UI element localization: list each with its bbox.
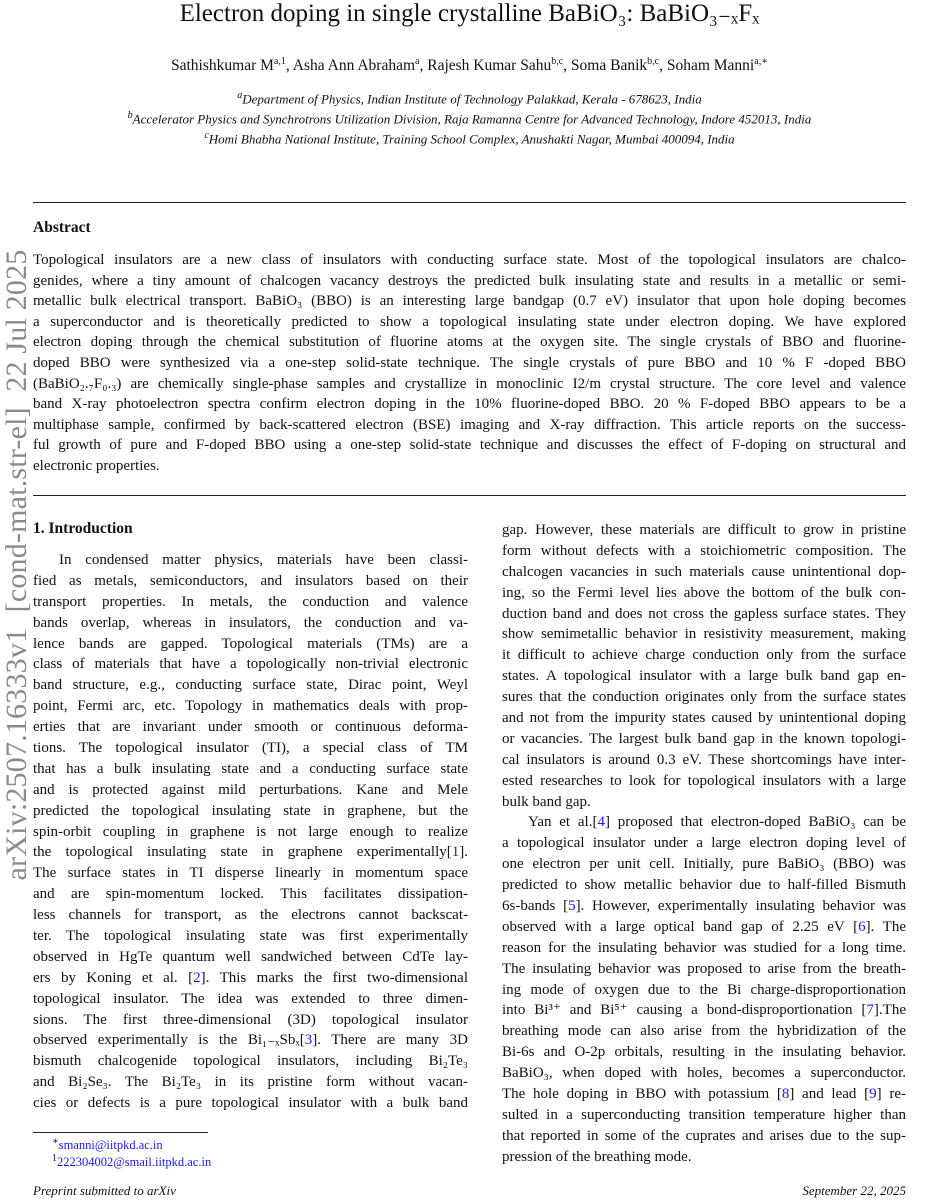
- author-affiliation-mark: a: [415, 56, 420, 67]
- text-line: one electron per unit cell. Initially, pure BaBiO₃ (BBO) was: [502, 856, 906, 873]
- text-line: observed with a large optical band gap of 2.25 eV [6]. The: [502, 918, 906, 935]
- text-line: the topological insulating state in graphene experimentally[1].: [33, 844, 468, 861]
- text-line: and is protected against mild perturbations. Kane and Mele: [33, 781, 468, 798]
- text-line: cies or defects is a pure topological insulator with a bulk band: [33, 1095, 468, 1112]
- author-name: Rajesh Kumar Sahu: [427, 57, 552, 75]
- text-line: show semimetallic behavior in resistivity measurement, making: [502, 626, 906, 643]
- text-line: The hole doping in BBO with potassium [8] and lead [9] re-: [502, 1086, 906, 1103]
- text-line: Bi-6s and O-2p orbitals, resulting in the insulating behavior.: [502, 1044, 906, 1061]
- text-line: ter. The topological insulating state was first experimentally: [33, 928, 468, 945]
- text-line: pression of the breathing mode.: [502, 1148, 692, 1165]
- text-line: ers by Koning et al. [2]. This marks the first two-dimensional: [33, 969, 468, 986]
- author-name: Asha Ann Abraham: [292, 57, 416, 75]
- citation-link[interactable]: 5: [568, 898, 576, 915]
- text-line: predicted to show metallic behavior due to half-filled Bismuth: [502, 877, 906, 894]
- text-line: breathing mode can also arise from the hybridization of the: [502, 1023, 906, 1040]
- text-line: sulted in a superconducting transition temperature higher than: [502, 1106, 906, 1123]
- abstract-body: [33, 250, 906, 477]
- left-column-text: [33, 550, 468, 1114]
- footnote-email-link[interactable]: 222304002@smail.iitpkd.ac.in: [57, 1155, 212, 1170]
- text-line: form without defects with a stoichiometric composition. The: [502, 542, 906, 559]
- text-line: ing mode of oxygen due to the Bi charge-disproportionation: [502, 981, 906, 998]
- footnote-mark: 1: [52, 1153, 57, 1164]
- text-line: class of materials that have a topologically non-trivial electronic: [33, 656, 468, 673]
- text-line: ested researches to look for topological insulators with a large: [502, 772, 906, 789]
- text-line: multiphase sample, confirmed by back-scattered electron (BSE) imaging and X-ray diffraction. This article reports on the success-: [33, 416, 906, 433]
- text-line: lence bands are gapped. Topological materials (TMs) are a: [33, 635, 468, 652]
- text-line: it difficult to achieve charge conduction only from the surface: [502, 647, 906, 664]
- text-line: that has a bulk insulating state and a conducting surface state: [33, 760, 468, 777]
- affiliation: [0, 88, 939, 108]
- text-line: reason for the insulating behavior was studied for a long time.: [502, 939, 906, 956]
- text-line: and not from the impurity states caused by unintentional doping: [502, 710, 906, 727]
- text-line: In condensed matter physics, materials have been classi-: [59, 552, 468, 568]
- text-line: Yan et al.[4] proposed that electron-doped BaBiO₃ can be: [528, 814, 906, 831]
- text-line: sures that the conduction originates only from the surface states: [502, 689, 906, 706]
- text-line: topological insulator. The idea was extended to three dimen-: [33, 990, 468, 1007]
- text-line: into Bi³⁺ and Bi⁵⁺ causing a bond-disproportionation [7].The: [502, 1002, 906, 1019]
- text-line: doped BBO were synthesized via a one-step solid-state technique. The single crystals of pure BBO and 10 % F -doped BBO: [33, 354, 906, 371]
- author-affiliation-mark: a,1: [273, 56, 286, 67]
- section-heading-introduction: 1. Introduction: [33, 520, 133, 537]
- author-list: [0, 56, 939, 75]
- affiliation-text: Accelerator Physics and Synchrotrons Utilization Division, Raja Ramanna Centre for Advanced Technology, Indore 452013, India: [132, 111, 812, 127]
- text-line: gap. However, these materials are difficult to grow in pristine: [502, 522, 906, 538]
- right-column-text: [502, 520, 906, 1168]
- arxiv-identifier-stamp: arXiv:2507.16333v1 [cond-mat.str-el] 22 Jul 2025: [0, 249, 33, 881]
- footnote-rule: [33, 1132, 208, 1133]
- footnote: [52, 1136, 163, 1153]
- author-affiliation-mark: a,∗: [754, 56, 768, 67]
- text-line: electron doping through the chemical substitution of fluorine atoms at the oxygen site. The single crystals of BBO and fluorine-: [33, 334, 906, 351]
- text-line: metallic bulk electrical transport. BaBiO₃ (BBO) is an interesting large bandgap (0.7 eV) insulator that upon hole doping becomes: [33, 293, 906, 310]
- text-line: fied as metals, semiconductors, and insulators based on their: [33, 572, 468, 589]
- text-line: 6s-bands [5]. However, experimentally insulating behavior was: [502, 898, 906, 915]
- text-line: electronic properties.: [33, 457, 160, 474]
- footnote-email-link[interactable]: smanni@iitpkd.ac.in: [58, 1138, 163, 1153]
- text-line: observed in HgTe quantum well sandwiched between CdTe lay-: [33, 948, 468, 965]
- footer-date: September 22, 2025: [802, 1183, 906, 1198]
- text-line: spin-orbit coupling in graphene is not large enough to realize: [33, 823, 468, 840]
- affiliation-list: [0, 88, 939, 147]
- text-line: observed experimentally is the Bi₁₋ₓSbₓ[3]. There are many 3D: [33, 1032, 468, 1049]
- author-name: Soham Manni: [666, 57, 755, 75]
- affiliation-text: Department of Physics, Indian Institute of Technology Palakkad, Kerala - 678623, India: [242, 91, 702, 107]
- text-line: ing, so the Fermi level lies above the bottom of the bulk con-: [502, 584, 906, 601]
- text-line: that reported in some of the cuprates and arises due to the sup-: [502, 1127, 906, 1144]
- author-name: Sathishkumar M: [171, 57, 274, 75]
- text-line: cal insulators is around 0.3 eV. These shortcomings have inter-: [502, 751, 906, 768]
- text-line: band X-ray photoelectron spectra confirm electron doping in the 10% fluorine-doped BBO. 20 % F-doped BBO appears to be a: [33, 396, 906, 413]
- text-line: bismuth chalcogenide topological insulators, including Bi₂Te₃: [33, 1053, 468, 1070]
- author: [293, 57, 427, 74]
- text-line: genides, where a tiny amount of chalcogen vacancy destroys the predicted bulk insulating state and results in a metallic or semi-: [33, 272, 906, 289]
- citation-link[interactable]: 9: [869, 1086, 877, 1103]
- author: [171, 57, 293, 74]
- text-line: Topological insulators are a new class of insulators with conducting surface state. Most of the topological insulators are chalco-: [33, 252, 906, 268]
- text-line: bulk band gap.: [502, 793, 591, 810]
- affiliation: [0, 108, 939, 128]
- text-line: tions. The topological insulator (TI), a special class of TM: [33, 740, 468, 757]
- text-line: point, Fermi arc, etc. Topology in mathematics deals with prop-: [33, 698, 468, 715]
- text-line: The insulating behavior was proposed to arise from the breath-: [502, 960, 906, 977]
- text-line: states. A topological insulator with a large bulk band gap en-: [502, 668, 906, 685]
- affiliation-mark: a: [237, 90, 243, 101]
- text-line: chalcogen vacancies in such materials cause unintentional dop-: [502, 563, 906, 580]
- affiliation-mark: b: [127, 109, 133, 121]
- citation-link[interactable]: 6: [858, 918, 866, 935]
- author: [427, 57, 571, 74]
- affiliation-mark: c: [204, 129, 209, 141]
- author-affiliation-mark: b,c: [551, 56, 564, 67]
- text-line: a topological insulator under a large electron doping level of: [502, 835, 906, 852]
- abstract-top-rule: [33, 202, 906, 203]
- text-line: predicted the topological insulating state in graphene, but the: [33, 802, 468, 819]
- text-line: BaBiO₃, when doped with holes, becomes a superconductor.: [502, 1065, 906, 1082]
- citation-link[interactable]: 2: [193, 969, 201, 986]
- author-name: Soma Banik: [570, 57, 648, 75]
- paper-title: Electron doping in single crystalline BaBiO₃: BaBiO₃₋ₓFₓ: [179, 0, 760, 27]
- citation-link[interactable]: 8: [781, 1086, 790, 1103]
- footnote: [52, 1153, 211, 1170]
- author-affiliation-mark: b,c: [647, 56, 660, 67]
- citation-link[interactable]: 3: [304, 1032, 313, 1049]
- affiliation: [0, 128, 939, 148]
- text-line: or vacancies. The largest bulk band gap in the known topologi-: [502, 730, 906, 747]
- text-line: The surface states in TI disperse linearly in momentum space: [33, 865, 468, 882]
- text-line: erties that are invariant under smooth or continuous deforma-: [33, 719, 468, 736]
- abstract-bottom-rule: [33, 495, 906, 496]
- text-line: (BaBiO₂.₇F₀.₃) are chemically single-phase samples and crystallize in monoclinic I2/m crystal structure. The core level and valence: [33, 375, 906, 392]
- footnote-mark: ∗: [52, 1136, 59, 1147]
- text-line: duction band and does not cross the gapless surface states. They: [502, 605, 906, 622]
- text-line: less channels for transport, as the electrons cannot backscat-: [33, 907, 468, 924]
- citation-link[interactable]: 4: [597, 814, 605, 831]
- text-line: transport properties. In metals, the conduction and valence: [33, 593, 468, 610]
- citation-link[interactable]: 7: [866, 1002, 874, 1019]
- author: [667, 57, 768, 74]
- text-line: ful growth of pure and F-doped BBO using a one-step solid-state technique and discusses the effect of F-doping on structural and: [33, 437, 906, 454]
- text-line: and are spin-momentum locked. This facilitates dissipation-: [33, 886, 468, 903]
- text-line: a superconductor and is theoretically predicted to show a topological insulating state under electron doping. We have explored: [33, 313, 906, 330]
- citation-link[interactable]: 1: [451, 844, 460, 861]
- text-line: sions. The first three-dimensional (3D) topological insulator: [33, 1011, 468, 1028]
- author: [571, 57, 667, 74]
- text-line: bands overlap, whereas in insulators, the conduction and va-: [33, 614, 468, 631]
- text-line: band structure, e.g., conducting surface state, Dirac point, Weyl: [33, 677, 468, 694]
- abstract-heading: Abstract: [33, 219, 91, 236]
- affiliation-text: Homi Bhabha National Institute, Training School Complex, Anushakti Nagar, Mumbai 400094, India: [208, 130, 735, 146]
- text-line: and Bi₂Se₃. The Bi₂Te₃ in its pristine form without vacan-: [33, 1074, 468, 1091]
- footer-preprint-note: Preprint submitted to arXiv: [33, 1183, 176, 1198]
